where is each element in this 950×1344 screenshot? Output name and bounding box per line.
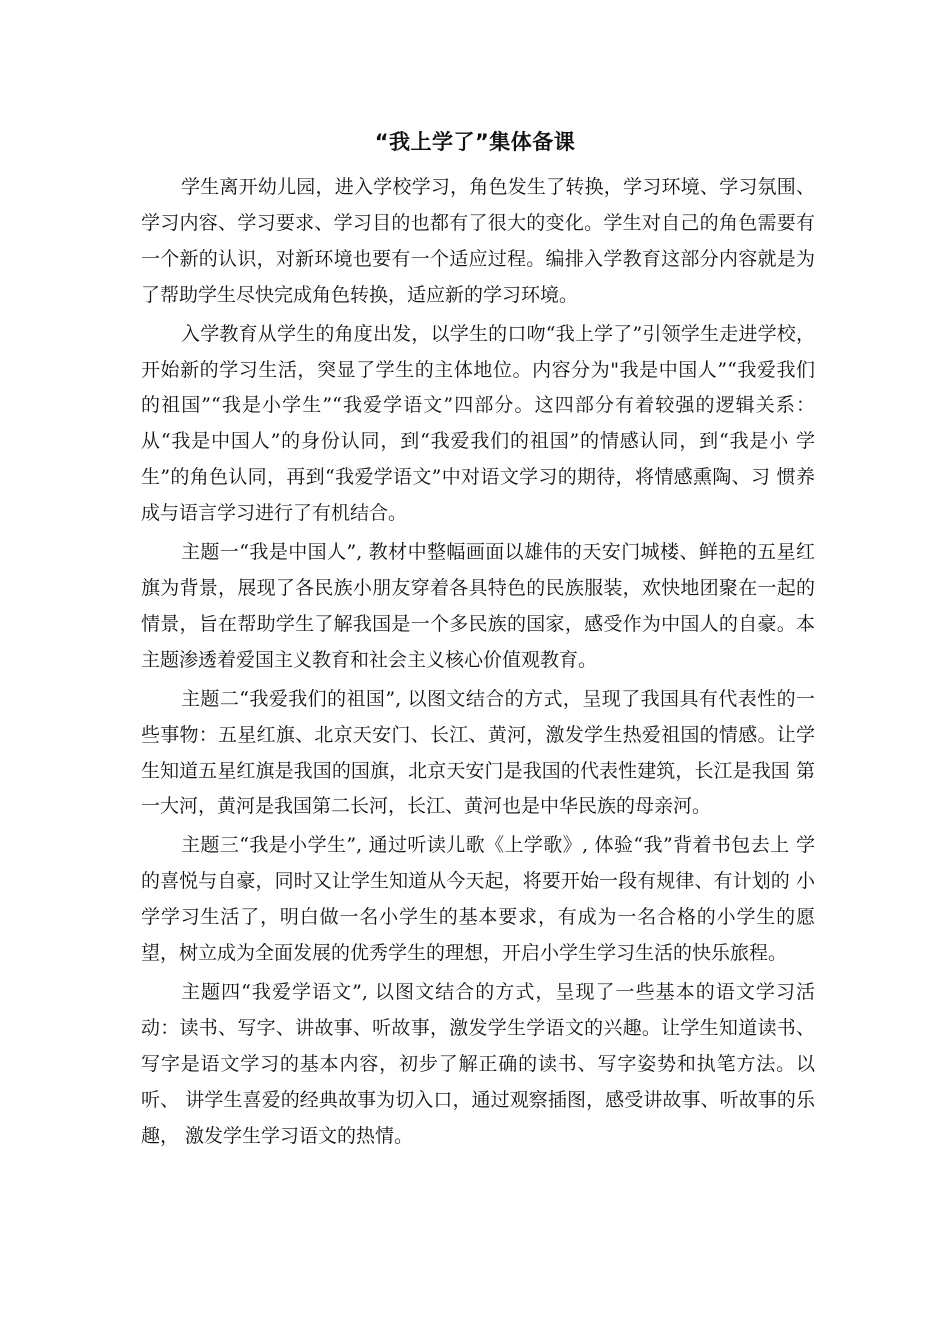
paragraph-theme-four: 主题四“我爱学语文”, 以图文结合的方式，呈现了一些基本的语文学习活动：读书、写字、讲故事、听故事，激发学生学语文的兴趣。让学生知道读书、 写字是语文学习的基本内容，初步了解正确的读书、写字姿势和执笔方法。以听、 讲学生喜爱的经典故事为切入口，通过观察插图，感受讲故事、听故事的乐趣， 激发学生学习语文的热情。 xyxy=(141,980,815,1147)
paragraph-overview: 入学教育从学生的角度出发，以学生的口吻“我上学了”引领学生走进学校，开始新的学习生活，突显了学生的主体地位。内容分为"我是中国人”“我爱我们的祖国”“我是小学生”“我爱学语文”四部分。这四部分有着较强的逻辑关系： 从“我是中国人”的身份认同，到“我爱我们的祖国”的情感认同，到“我是小 学生”的角色认同，再到“我爱学语文”中对语文学习的期待，将情感熏陶、习 惯养成与语言学习进行了有机结合。 xyxy=(141,322,815,525)
document-body xyxy=(141,170,815,1157)
paragraph-theme-three: 主题三“我是小学生”, 通过听读儿歌《上学歌》, 体验“我”背着书包去上 学的喜悦与自豪，同时又让学生知道从今天起，将要开始一段有规律、有计划的 小学学习生活了，明白做一名小学生的基本要求，有成为一名合格的小学生的愿 望，树立成为全面发展的优秀学生的理想，开启小学生学习生活的快乐旅程。 xyxy=(141,834,815,965)
paragraph-theme-two: 主题二“我爱我们的祖国”, 以图文结合的方式，呈现了我国具有代表性的一些事物：五星红旗、北京天安门、长江、黄河，激发学生热爱祖国的情感。让学生知道五星红旗是我国的国旗，北京天安门是我国的代表性建筑，长江是我国 第一大河，黄河是我国第二长河，长江、黄河也是中华民族的母亲河。 xyxy=(141,687,815,818)
document-title: “我上学了”集体备课 xyxy=(374,130,576,154)
paragraph-theme-one: 主题一“我是中国人”, 教材中整幅画面以雄伟的天安门城楼、鲜艳的五星红旗为背景，展现了各民族小朋友穿着各具特色的民族服装，欢快地团聚在一起的情景，旨在帮助学生了解我国是一个多民族的国家，感受作为中国人的自豪。本主题渗透着爱国主义教育和社会主义核心价值观教育。 xyxy=(141,541,815,671)
paragraph-intro: 学生离开幼儿园，进入学校学习，角色发生了转换，学习环境、学习氛围、学习内容、学习要求、学习目的也都有了很大的变化。学生对自己的角色需要有一个新的认识，对新环境也要有一个适应过程。编排入学教育这部分内容就是为了帮助学生尽快完成角色转换，适应新的学习环境。 xyxy=(141,176,815,306)
